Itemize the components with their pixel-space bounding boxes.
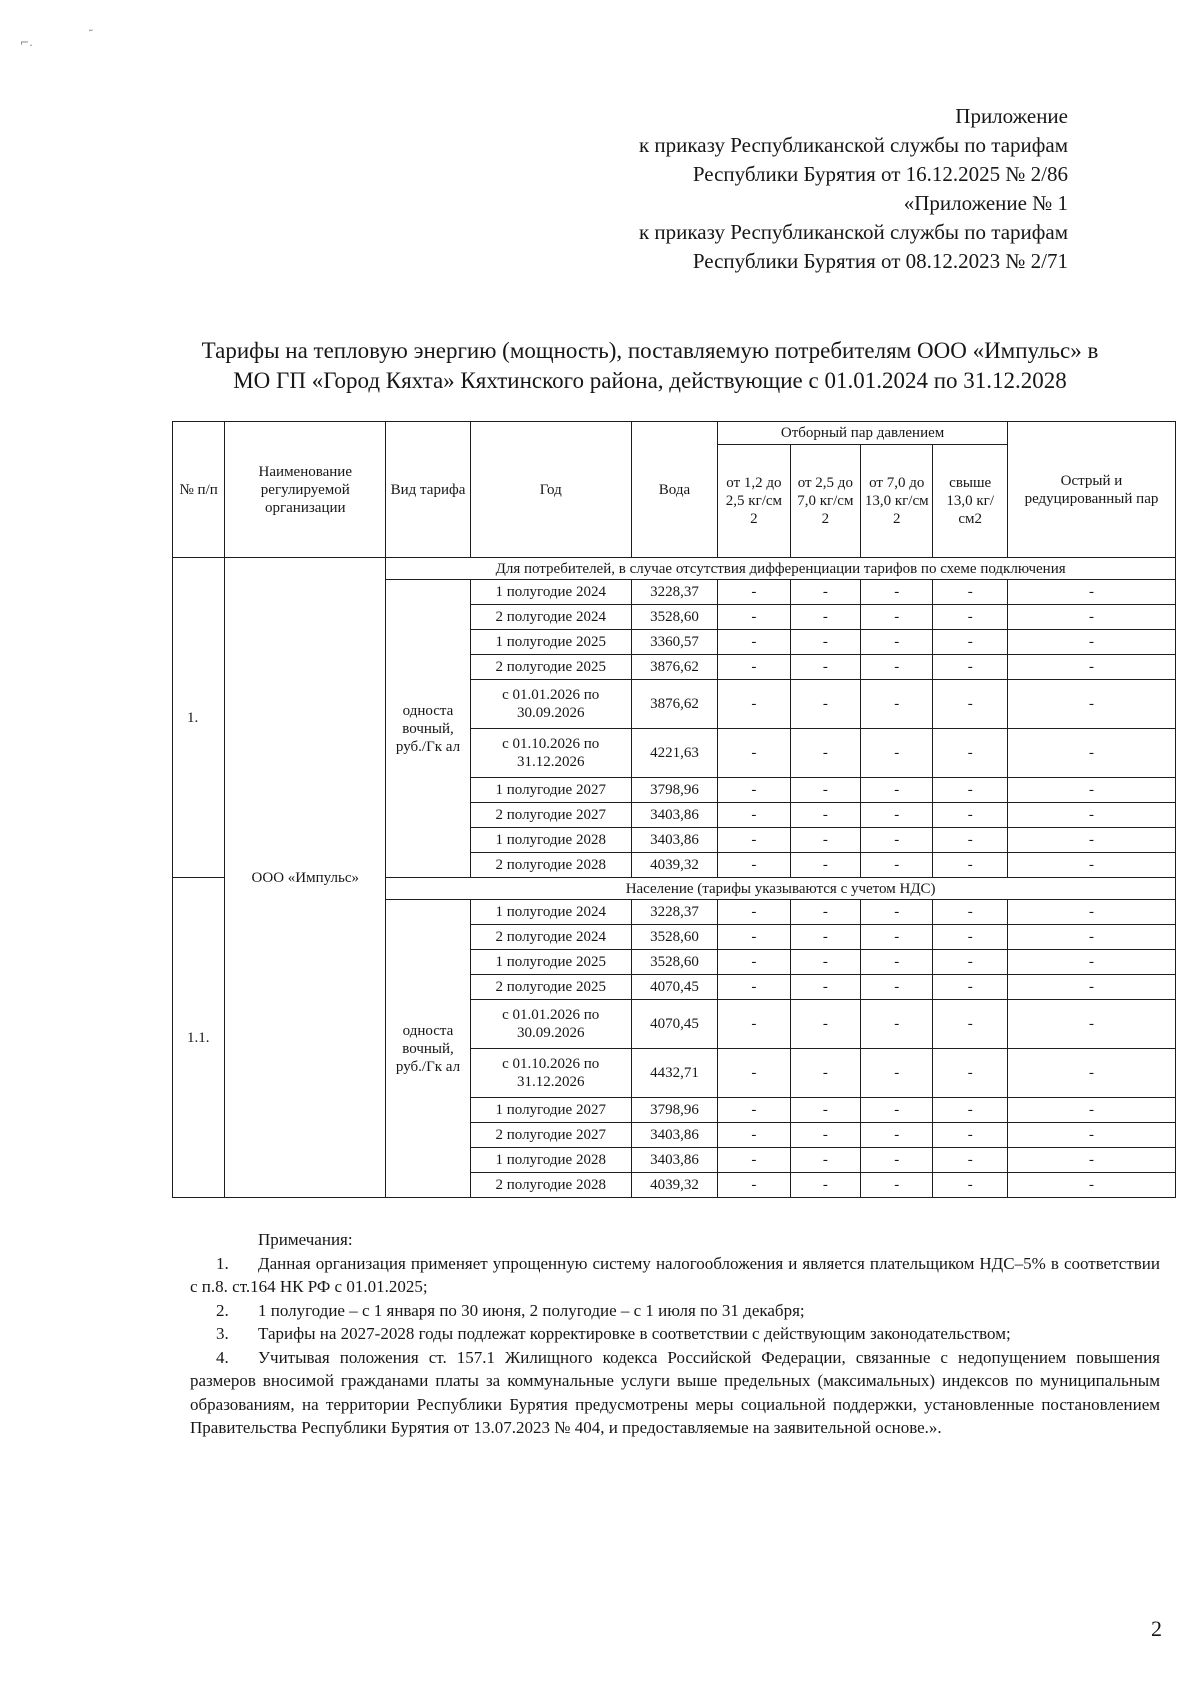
period-cell: 2 полугодие 2024: [470, 605, 631, 630]
period-cell: 1 полугодие 2025: [470, 630, 631, 655]
header-line: Приложение: [955, 104, 1068, 128]
period-cell: 2 полугодие 2025: [470, 975, 631, 1000]
water-tariff-cell: 4039,32: [631, 1173, 718, 1198]
header-tariff-type: Вид тарифа: [386, 422, 471, 558]
empty-value-cell: -: [718, 1173, 790, 1198]
water-tariff-cell: 3528,60: [631, 950, 718, 975]
period-cell: 1 полугодие 2028: [470, 1148, 631, 1173]
empty-value-cell: -: [790, 729, 860, 778]
header-line: к приказу Республиканской службы по тарифам: [638, 220, 1068, 244]
page-number: 2: [1151, 1616, 1162, 1641]
empty-value-cell: -: [861, 950, 933, 975]
note-text: Тарифы на 2027-2028 годы подлежат корректировке в соответствии с действующим законодательством;: [258, 1324, 1011, 1343]
empty-value-cell: -: [933, 729, 1007, 778]
header-steam-group: Отборный пар давлением: [718, 422, 1008, 445]
note-number: 2.: [216, 1300, 229, 1320]
empty-value-cell: -: [718, 680, 790, 729]
empty-value-cell: -: [718, 853, 790, 878]
empty-value-cell: -: [933, 680, 1007, 729]
empty-value-cell: -: [933, 580, 1007, 605]
water-tariff-cell: 3876,62: [631, 680, 718, 729]
empty-value-cell: -: [861, 828, 933, 853]
empty-value-cell: -: [933, 1000, 1007, 1049]
empty-value-cell: -: [790, 1173, 860, 1198]
empty-value-cell: -: [861, 803, 933, 828]
empty-value-cell: -: [1007, 950, 1175, 975]
water-tariff-cell: 3798,96: [631, 778, 718, 803]
note-item: [190, 1346, 1160, 1440]
empty-value-cell: -: [1007, 580, 1175, 605]
empty-value-cell: -: [790, 975, 860, 1000]
empty-value-cell: -: [1007, 900, 1175, 925]
empty-value-cell: -: [790, 1148, 860, 1173]
empty-value-cell: -: [718, 1049, 790, 1098]
empty-value-cell: -: [1007, 1049, 1175, 1098]
empty-value-cell: -: [861, 655, 933, 680]
period-cell: 1 полугодие 2028: [470, 828, 631, 853]
period-cell: 2 полугодие 2028: [470, 853, 631, 878]
period-cell: 1 полугодие 2025: [470, 950, 631, 975]
water-tariff-cell: 3528,60: [631, 605, 718, 630]
empty-value-cell: -: [1007, 853, 1175, 878]
empty-value-cell: -: [1007, 1123, 1175, 1148]
empty-value-cell: -: [718, 729, 790, 778]
header-line: Республики Бурятия от 16.12.2025 № 2/86: [692, 162, 1068, 186]
note-item: [190, 1252, 1160, 1299]
empty-value-cell: -: [861, 1148, 933, 1173]
water-tariff-cell: 3528,60: [631, 925, 718, 950]
empty-value-cell: -: [718, 1148, 790, 1173]
empty-value-cell: -: [933, 975, 1007, 1000]
appendix-header: [448, 102, 1068, 276]
empty-value-cell: -: [861, 975, 933, 1000]
empty-value-cell: -: [1007, 1173, 1175, 1198]
empty-value-cell: -: [718, 1123, 790, 1148]
period-cell: 1 полугодие 2024: [470, 900, 631, 925]
empty-value-cell: -: [861, 1049, 933, 1098]
water-tariff-cell: 3876,62: [631, 655, 718, 680]
water-tariff-cell: 3228,37: [631, 580, 718, 605]
water-tariff-cell: 3403,86: [631, 1123, 718, 1148]
empty-value-cell: -: [933, 1098, 1007, 1123]
header-sharp-steam: Острый и редуцированный пар: [1007, 422, 1175, 558]
empty-value-cell: -: [861, 925, 933, 950]
empty-value-cell: -: [718, 1000, 790, 1049]
scan-artifact: ⌐.: [20, 36, 33, 49]
header-line: Республики Бурятия от 08.12.2023 № 2/71: [692, 249, 1068, 273]
empty-value-cell: -: [933, 630, 1007, 655]
empty-value-cell: -: [933, 803, 1007, 828]
title-line-2: МО ГП «Город Кяхта» Кяхтинского района, действующие с 01.01.2024 по 31.12.2028: [233, 368, 1067, 393]
empty-value-cell: -: [790, 605, 860, 630]
empty-value-cell: -: [790, 680, 860, 729]
period-cell: 1 полугодие 2027: [470, 778, 631, 803]
empty-value-cell: -: [1007, 1148, 1175, 1173]
period-cell: 2 полугодие 2027: [470, 1123, 631, 1148]
empty-value-cell: -: [933, 1123, 1007, 1148]
period-cell: с 01.01.2026 по 30.09.2026: [470, 1000, 631, 1049]
header-water: Вода: [631, 422, 718, 558]
empty-value-cell: -: [1007, 630, 1175, 655]
empty-value-cell: -: [718, 900, 790, 925]
header-steam-3: от 7,0 до 13,0 кг/см 2: [861, 445, 933, 558]
empty-value-cell: -: [933, 1173, 1007, 1198]
water-tariff-cell: 4432,71: [631, 1049, 718, 1098]
period-cell: 2 полугодие 2027: [470, 803, 631, 828]
empty-value-cell: -: [1007, 1098, 1175, 1123]
empty-value-cell: -: [790, 1049, 860, 1098]
empty-value-cell: -: [861, 605, 933, 630]
header-steam-4: свыше 13,0 кг/см2: [933, 445, 1007, 558]
title-line-1: Тарифы на тепловую энергию (мощность), поставляемую потребителям ООО «Импульс» в: [201, 338, 1099, 363]
empty-value-cell: -: [790, 828, 860, 853]
document-title: [160, 336, 1140, 396]
water-tariff-cell: 3403,86: [631, 803, 718, 828]
empty-value-cell: -: [1007, 729, 1175, 778]
notes-title: Примечания:: [258, 1230, 353, 1249]
empty-value-cell: -: [861, 729, 933, 778]
tariff-type: односта вочный, руб./Гк ал: [386, 580, 471, 878]
empty-value-cell: -: [861, 1098, 933, 1123]
empty-value-cell: -: [790, 803, 860, 828]
empty-value-cell: -: [933, 778, 1007, 803]
empty-value-cell: -: [790, 1123, 860, 1148]
water-tariff-cell: 3403,86: [631, 1148, 718, 1173]
header-num: № п/п: [173, 422, 225, 558]
row-number: 1.: [173, 558, 225, 878]
water-tariff-cell: 3403,86: [631, 828, 718, 853]
note-text: Учитывая положения ст. 157.1 Жилищного кодекса Российской Федерации, связанные с недопущением повышения размеров вносимой гражданами платы за коммунальные услуги выше предельных (максимальных) индексов по муниципальным образованиям, на территории Республики Бурятия предусмотрены меры социальной поддержки, установленные постановлением Правительства Республики Бурятия от 13.07.2023 № 404, и предоставляемые на заявительной основе.».: [190, 1347, 1160, 1437]
section-header-row: [173, 558, 1176, 580]
water-tariff-cell: 3228,37: [631, 900, 718, 925]
header-steam-2: от 2,5 до 7,0 кг/см 2: [790, 445, 860, 558]
empty-value-cell: -: [718, 605, 790, 630]
empty-value-cell: -: [861, 853, 933, 878]
header-org: Наименование регулируемой организации: [225, 422, 386, 558]
period-cell: с 01.10.2026 по 31.12.2026: [470, 1049, 631, 1098]
section-title: Для потребителей, в случае отсутствия дифференциации тарифов по схеме подключения: [386, 558, 1176, 580]
empty-value-cell: -: [718, 925, 790, 950]
note-item: [190, 1322, 1160, 1346]
water-tariff-cell: 4039,32: [631, 853, 718, 878]
empty-value-cell: -: [1007, 1000, 1175, 1049]
empty-value-cell: -: [933, 605, 1007, 630]
note-item: [190, 1299, 1160, 1323]
period-cell: с 01.10.2026 по 31.12.2026: [470, 729, 631, 778]
empty-value-cell: -: [790, 925, 860, 950]
empty-value-cell: -: [790, 580, 860, 605]
notes: [190, 1228, 1160, 1440]
empty-value-cell: -: [933, 1148, 1007, 1173]
empty-value-cell: -: [790, 900, 860, 925]
note-number: 4.: [216, 1347, 229, 1367]
empty-value-cell: -: [718, 828, 790, 853]
empty-value-cell: -: [790, 853, 860, 878]
empty-value-cell: -: [1007, 925, 1175, 950]
scan-artifact: ˜: [88, 28, 94, 41]
empty-value-cell: -: [790, 1000, 860, 1049]
period-cell: 1 полугодие 2027: [470, 1098, 631, 1123]
empty-value-cell: -: [718, 655, 790, 680]
empty-value-cell: -: [718, 778, 790, 803]
period-cell: с 01.01.2026 по 30.09.2026: [470, 680, 631, 729]
water-tariff-cell: 4221,63: [631, 729, 718, 778]
empty-value-cell: -: [718, 1098, 790, 1123]
tariff-table: [172, 421, 1176, 1198]
empty-value-cell: -: [933, 853, 1007, 878]
note-text: 1 полугодие – с 1 января по 30 июня, 2 полугодие – с 1 июля по 31 декабря;: [258, 1300, 805, 1320]
empty-value-cell: -: [933, 900, 1007, 925]
empty-value-cell: -: [718, 580, 790, 605]
note-text: Данная организация применяет упрощенную систему налогообложения и является плательщиком НДС–5% в соответствии с п.8. ст.164 НК РФ с 01.01.2025;: [190, 1253, 1160, 1296]
section-title: Население (тарифы указываются с учетом НДС): [386, 878, 1176, 900]
empty-value-cell: -: [790, 950, 860, 975]
empty-value-cell: -: [790, 1098, 860, 1123]
period-cell: 2 полугодие 2028: [470, 1173, 631, 1198]
empty-value-cell: -: [1007, 975, 1175, 1000]
empty-value-cell: -: [861, 900, 933, 925]
empty-value-cell: -: [718, 975, 790, 1000]
empty-value-cell: -: [933, 828, 1007, 853]
empty-value-cell: -: [861, 680, 933, 729]
table-body: [173, 558, 1176, 1198]
period-cell: 2 полугодие 2025: [470, 655, 631, 680]
water-tariff-cell: 4070,45: [631, 975, 718, 1000]
empty-value-cell: -: [933, 655, 1007, 680]
header-line: к приказу Республиканской службы по тарифам: [638, 133, 1068, 157]
header-steam-1: от 1,2 до 2,5 кг/см 2: [718, 445, 790, 558]
empty-value-cell: -: [933, 925, 1007, 950]
row-number: 1.1.: [173, 878, 225, 1198]
empty-value-cell: -: [1007, 828, 1175, 853]
header-line: «Приложение № 1: [903, 191, 1068, 215]
empty-value-cell: -: [1007, 680, 1175, 729]
empty-value-cell: -: [790, 655, 860, 680]
empty-value-cell: -: [1007, 655, 1175, 680]
empty-value-cell: -: [933, 1049, 1007, 1098]
empty-value-cell: -: [1007, 803, 1175, 828]
empty-value-cell: -: [718, 803, 790, 828]
note-number: 1.: [216, 1253, 229, 1273]
empty-value-cell: -: [790, 778, 860, 803]
water-tariff-cell: 4070,45: [631, 1000, 718, 1049]
water-tariff-cell: 3798,96: [631, 1098, 718, 1123]
empty-value-cell: -: [861, 1123, 933, 1148]
water-tariff-cell: 3360,57: [631, 630, 718, 655]
empty-value-cell: -: [718, 950, 790, 975]
period-cell: 1 полугодие 2024: [470, 580, 631, 605]
empty-value-cell: -: [861, 580, 933, 605]
empty-value-cell: -: [1007, 778, 1175, 803]
empty-value-cell: -: [861, 1173, 933, 1198]
tariff-type: односта вочный, руб./Гк ал: [386, 900, 471, 1198]
empty-value-cell: -: [861, 778, 933, 803]
empty-value-cell: -: [718, 630, 790, 655]
note-number: 3.: [216, 1324, 229, 1343]
organization-name: ООО «Импульс»: [225, 558, 386, 1198]
header-year: Год: [470, 422, 631, 558]
empty-value-cell: -: [1007, 605, 1175, 630]
period-cell: 2 полугодие 2024: [470, 925, 631, 950]
empty-value-cell: -: [933, 950, 1007, 975]
empty-value-cell: -: [861, 630, 933, 655]
empty-value-cell: -: [790, 630, 860, 655]
empty-value-cell: -: [861, 1000, 933, 1049]
